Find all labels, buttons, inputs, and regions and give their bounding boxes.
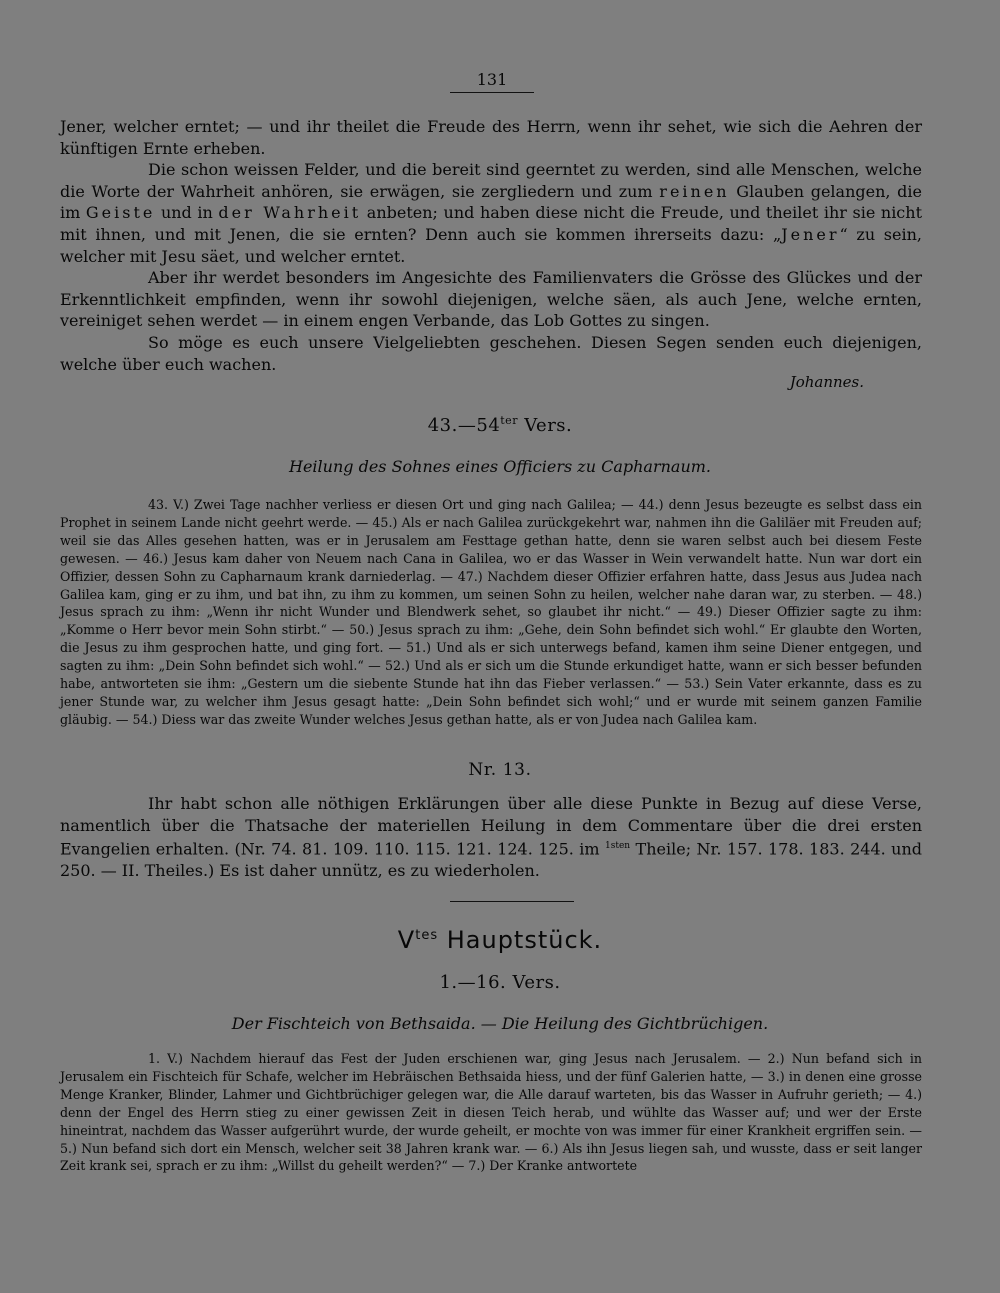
superscript: 1sten <box>605 841 631 852</box>
section-2-verses <box>60 1050 922 1175</box>
commentary <box>60 793 922 882</box>
text-run: Hauptstück. <box>438 926 603 954</box>
intro-text <box>60 116 922 375</box>
text-run: Die schon weissen Felder, und die bereit sind geerntet zu werden, sind alle Menschen, welche die Worte der Wahrheit anhören, sie erwägen, sie zergliedern und zum <box>60 160 922 201</box>
section-1-vers-heading <box>0 414 1000 436</box>
section-1-verses <box>60 496 922 729</box>
emphasis-geiste: Geiste <box>85 203 156 223</box>
section-2-vers-heading: 1.—16. Vers. <box>439 972 561 993</box>
text-run: Ihr habt schon alle nöthigen Erklärungen über alle diese Punkte in Bezug auf diese Verse, namentlich über die Thatsache der materiellen Heilung in dem Commentare über die drei ersten Evangelien erhalten. (Nr. 74. 81. 109. 110. 115. 121. 124. 125. im <box>60 794 922 859</box>
signature: Johannes. <box>789 373 864 391</box>
commentary-paragraph <box>60 793 922 882</box>
text-run: “ zu sein, welcher mit Jesu säet, und welcher erntet. <box>60 224 922 266</box>
superscript: ter <box>500 414 518 427</box>
emphasis-der-wahrheit: der Wahrheit <box>218 203 362 223</box>
intro-paragraph-1: Jener, welcher erntet; — und ihr theilet die Freude des Herrn, wenn ihr sehet, wie sich die Aehren der künftigen Ernte erheben. <box>60 117 922 158</box>
section-divider <box>450 901 574 902</box>
intro-paragraph-3: Aber ihr werdet besonders im Angesichte des Familienvaters die Grösse des Glückes und der Erkenntlichkeit empfinden, wenn ihr sowohl diejenigen, welche säen, als auch Jene, welche ernten, vereiniget sehen werdet — in einem engen Verbande, das Lob Gottes zu singen. <box>60 268 922 331</box>
intro-paragraph-2 <box>60 159 922 267</box>
text-run: anbeten; und haben diese nicht die Freude, und theilet ihr sie nicht mit ihnen, und mit Jenen, die sie ernten? Denn auch sie kommen ihrerseits dazu: „ <box>60 203 923 244</box>
emphasis-jener: Jener <box>781 224 840 244</box>
page-number: 131 <box>450 70 534 93</box>
verses-43-54: 43. V.) Zwei Tage nachher verliess er diesen Ort und ging nach Galilea; — 44.) denn Jesus bezeugte es selbst dass ein Prophet in seinem Lande nicht geehrt werde. — 45.) Als er nach Galilea zurückgekehrt war, nahmen ihn die Galiläer mit Freuden auf; weil sie das Alles gesehen hatten, was er in Jerusalem am Festtage gethan hatte, denn sie waren selbst auch bei diesem Feste gewesen. — 46.) Jesus kam daher von Neuem nach Cana in Galilea, wo er das Wasser in Wein verwandelt hatte. Nun war dort ein Offizier, dessen Sohn zu Capharnaum krank darniederlag. — 47.) Nachdem dieser Offizier erfahren hatte, dass Jesus aus Judea nach Galilea kam, ging er zu ihm, und bat ihn, zu ihm zu kommen, um seinen Sohn zu heilen, welcher nahe daran war, zu sterben. — 48.) Jesus sprach zu ihm: „Wenn ihr nicht Wunder und Blendwerk sehet, so glaubet ihr nicht.“ — 49.) Dieser Offizier sagte zu ihm: „Komme o Herr bevor mein Sohn stirbt.“ — 50.) Jesus sprach zu ihm: „Gehe, dein Sohn befindet sich wohl.“ Er glaubte den Worten, die Jesus zu ihm gesprochen hatte, und ging fort. — 51.) Und als er sich unterwegs befand, kamen ihm seine Diener entgegen, und sagten zu ihm: „Dein Sohn befindet sich wohl.“ — 52.) Und als er sich um die Stunde erkundiget hatte, wann er sich besser befunden habe, antworteten sie ihm: „Gestern um die siebente Stunde hat ihn das Fieber verlassen.“ — 53.) Sein Vater erkannte, dass es zu jener Stunde war, zu welcher ihm Jesus gesagt hatte: „Dein Sohn befindet sich wohl;“ und er wurde mit seinem ganzen Familie gläubig. — 54.) Diess war das zweite Wunder welches Jesus gethan hatte, als er von Judea nach Galilea kam. <box>60 497 922 727</box>
superscript: tes <box>415 928 439 943</box>
verses-1-7: 1. V.) Nachdem hierauf das Fest der Juden erschienen war, ging Jesus nach Jerusalem. — 2.) Nun befand sich in Jerusalem ein Fischteich für Schafe, welcher im Hebräischen Bethsaida hiess, und der fünf Galerien hatte, — 3.) in denen eine grosse Menge Kranker, Blinder, Lahmer und Gichtbrüchiger gelegen war, die Alle darauf warteten, bis das Wasser in Aufruhr gerieth; — 4.) denn der Engel des Herrn stieg zu einer gewissen Zeit in diesen Teich herab, und wühlte das Wasser auf; und wer der Erste hineintrat, nachdem das Wasser aufgerührt wurde, der wurde geheilt, er mochte von was immer für einer Krankheit ergriffen sein. — 5.) Nun befand sich dort ein Mensch, welcher seit 38 Jahren krank war. — 6.) Als ihn Jesus liegen sah, und wusste, dass er seit langer Zeit krank sei, sprach er zu ihm: „Willst du geheilt werden?“ — 7.) Der Kranke antwortete <box>60 1051 922 1174</box>
text-run: Theile; Nr. 157. 178. 183. 244. und 250. — II. Theiles.) Es ist daher unnütz, es zu wiederholen. <box>60 839 923 881</box>
commentary-number: Nr. 13. <box>468 760 532 780</box>
intro-paragraph-4: So möge es euch unsere Vielgeliebten geschehen. Diesen Segen senden euch diejenigen, welche über euch wachen. <box>60 332 922 374</box>
chapter-heading <box>0 926 1000 954</box>
emphasis-reinen: reinen <box>659 181 730 201</box>
section-2-title: Der Fischteich von Bethsaida. — Die Heilung des Gichtbrüchigen. <box>231 1014 769 1033</box>
text-run: Vers. <box>517 415 573 436</box>
section-1-title: Heilung des Sohnes eines Officiers zu Capharnaum. <box>288 457 712 476</box>
text-run: und in <box>155 203 219 223</box>
text-run: 43.—54 <box>427 415 501 436</box>
text-run: V <box>397 926 416 954</box>
text-run: Glauben gelangen, die im <box>60 181 922 223</box>
